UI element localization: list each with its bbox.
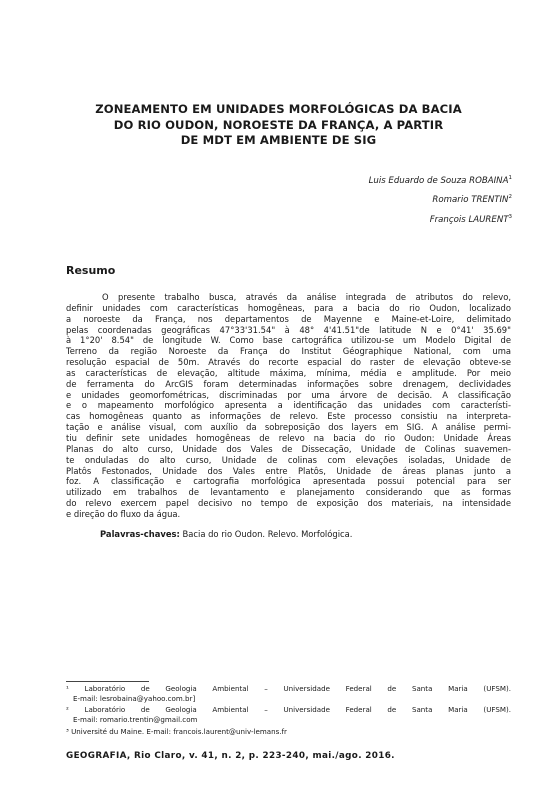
abstract-line: tação e análise visual, com auxílio da sobreposição dos layers em SIG. A análise permi- [66, 422, 511, 433]
footnote-2 [66, 705, 511, 725]
abstract-line: resolução espacial de 50m. Através do recorte espacial do raster de elevação obteve-se [66, 357, 511, 368]
footnote-line: E-mail: lesrobaina@yahoo.com.br] [73, 694, 196, 703]
abstract-line: definir unidades com características homogêneas, para a bacia do rio Oudon, localizado [66, 302, 511, 313]
abstract-line: e unidades geomorfométricas, discriminadas por uma árvore de decisão. A classificação [66, 389, 511, 400]
footnote-mark: 3 [508, 213, 512, 220]
keywords-text: Bacia do rio Oudon. Relevo. Morfológica. [179, 529, 353, 539]
title-line: ZONEAMENTO EM UNIDADES MORFOLÓGICAS DA BACIA [95, 102, 462, 116]
abstract-line: Terreno da região Noroeste da França do Institut Géographique National, com uma [66, 346, 511, 357]
author [369, 170, 512, 189]
paper-title [60, 102, 497, 149]
keywords [100, 529, 352, 539]
abstract-line: utilizado em trabalhos de levantamento e planejamento considerando que as formas [66, 487, 511, 498]
abstract-line: te onduladas do alto curso, Unidade de colinas com elevações isoladas, Unidade de [66, 454, 511, 465]
footnote-divider [66, 681, 149, 682]
journal-citation: GEOGRAFIA, Rio Claro, v. 41, n. 2, p. 223-240, mai./ago. 2016. [66, 751, 395, 761]
abstract-line: Platôs Festonados, Unidade dos Vales entre Platôs, Unidade de áreas planas junto a [66, 465, 511, 476]
abstract-line: e o mapeamento morfológico apresenta a identificação das unidades com característi- [66, 400, 511, 411]
abstract-line: de ferramenta do ArcGIS foram determinadas informações sobre drenagem, declividades [66, 378, 511, 389]
author-name: Romario TRENTIN [432, 195, 509, 206]
footnote-line: E-mail: romario.trentin@gmail.com [73, 715, 198, 724]
author [369, 189, 512, 208]
abstract-line: O presente trabalho busca, através da análise integrada de atributos do relevo, [102, 292, 511, 302]
abstract-line: do relevo exercem papel decisivo no tempo de exposição dos materiais, na intensidade [66, 498, 511, 509]
abstract-line: à 1°20' 8.54" de longitude W. Como base cartográfica utilizou-se um Modelo Digital de [66, 335, 511, 346]
abstract-heading: Resumo [66, 264, 116, 277]
abstract-line: tiu definir sete unidades homogêneas de relevo na bacia do rio Oudon: Unidade Áreas [66, 432, 511, 443]
abstract-line: pelas coordenadas geográficas 47°33'31.54" à 48° 4'41.51"de latitude N e 0°41' 35.69" [66, 324, 511, 335]
abstract-paragraph [66, 292, 511, 520]
abstract-line: e direção do fluxo da água. [66, 508, 181, 519]
footnote-3 [66, 727, 511, 737]
footnote-mark: 1 [508, 175, 512, 181]
author [369, 209, 512, 228]
author-name: Luis Eduardo de Souza ROBAINA [368, 175, 509, 186]
abstract-body [66, 292, 511, 520]
footnote-line: ³ Université du Maine. E-mail: francois.laurent@univ-lemans.fr [66, 727, 287, 736]
abstract-line: Planas do alto curso, Unidade dos Vales de Dissecação, Unidade de Colinas suavemen- [66, 443, 511, 454]
footnote-line: ¹ Laboratório de Geologia Ambiental – Universidade Federal de Santa Maria (UFSM). [66, 684, 511, 693]
title-line: DE MDT EM AMBIENTE DE SIG [180, 133, 377, 147]
footnote-mark: 2 [508, 194, 512, 201]
author-list [369, 170, 512, 228]
abstract-line: foz. A classificação e cartografia morfológica apresentada possui potencial para ser [66, 476, 511, 487]
abstract-line: as características de elevação, altitude máxima, mínima, média e amplitude. Por meio [66, 367, 511, 378]
title-line: DO RIO OUDON, NOROESTE DA FRANÇA, A PARTIR [113, 117, 444, 132]
footnote-1 [66, 684, 511, 704]
abstract-line: a noroeste da França, nos departamentos de Mayenne e Maine-et-Loire, delimitado [66, 313, 511, 324]
abstract-line: cas homogêneas quanto as informações de relevo. Este processo consistiu na interpreta- [66, 411, 511, 422]
footnote-line: ² Laboratório de Geologia Ambiental – Universidade Federal de Santa Maria (UFSM). [66, 705, 511, 714]
keywords-label: Palavras-chaves: [100, 529, 180, 539]
author-name: François LAURENT [429, 214, 509, 225]
